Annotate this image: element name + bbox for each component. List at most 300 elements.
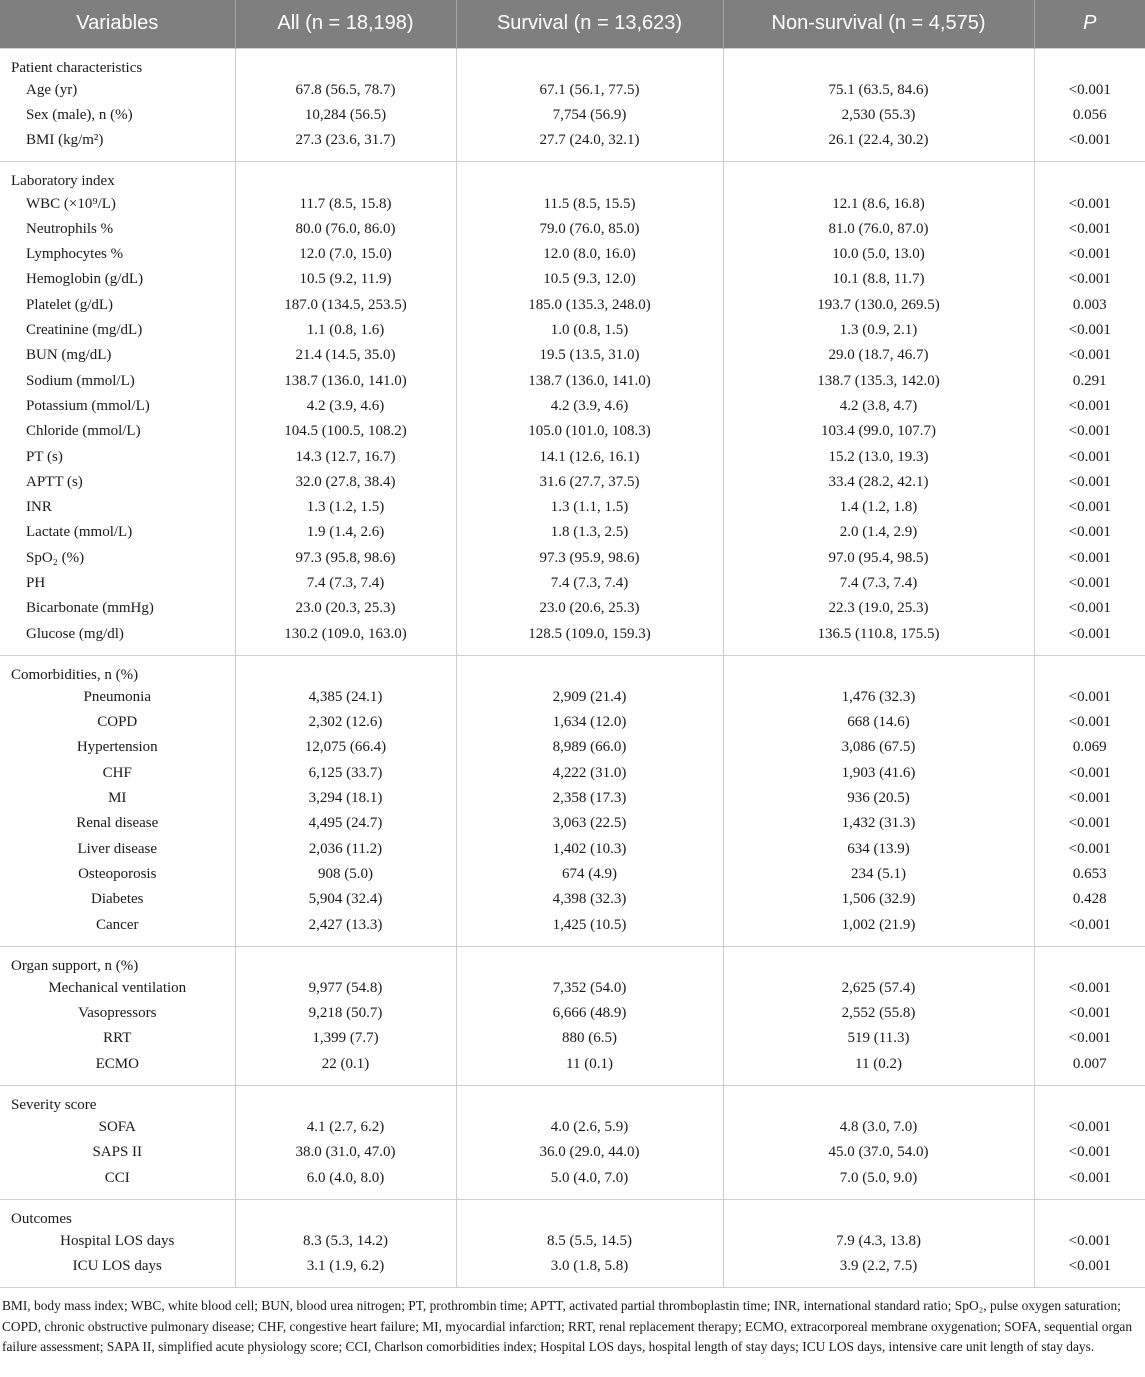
- value-all: 23.0 (20.3, 25.3): [235, 596, 456, 621]
- value-non-survival: 15.2 (13.0, 19.3): [723, 444, 1034, 469]
- value-survival: 79.0 (76.0, 85.0): [456, 217, 723, 242]
- value-non-survival: 136.5 (110.8, 175.5): [723, 621, 1034, 646]
- value-all: 8.3 (5.3, 14.2): [235, 1229, 456, 1254]
- table-row: [0, 786, 1145, 811]
- empty-cell: [723, 1279, 1034, 1288]
- table-row: [0, 1140, 1145, 1165]
- header-non-survival: Non-survival (n = 4,575): [723, 0, 1034, 48]
- value-all: 2,427 (13.3): [235, 912, 456, 937]
- section-title: Organ support, n (%): [0, 946, 235, 976]
- table-row: [0, 685, 1145, 710]
- value-all: 80.0 (76.0, 86.0): [235, 217, 456, 242]
- empty-cell: [235, 946, 456, 976]
- variable-label: Bicarbonate (mmHg): [26, 600, 154, 617]
- empty-cell: [1034, 153, 1145, 162]
- table-row: [0, 887, 1145, 912]
- value-all: 104.5 (100.5, 108.2): [235, 419, 456, 444]
- section-header-row: [0, 162, 1145, 192]
- value-survival: 4,398 (32.3): [456, 887, 723, 912]
- variable-label: CHF: [102, 764, 132, 781]
- header-all: All (n = 18,198): [235, 0, 456, 48]
- value-non-survival: 45.0 (37.0, 54.0): [723, 1140, 1034, 1165]
- value-survival: 31.6 (27.7, 37.5): [456, 470, 723, 495]
- value-non-survival: 1,903 (41.6): [723, 761, 1034, 786]
- value-non-survival: 11 (0.2): [723, 1052, 1034, 1077]
- value-all: 7.4 (7.3, 7.4): [235, 571, 456, 596]
- empty-cell: [235, 48, 456, 78]
- variable-label: COPD: [97, 714, 138, 731]
- value-p: <0.001: [1034, 1165, 1145, 1190]
- section-header-row: [0, 655, 1145, 685]
- section-spacer: [0, 1077, 1145, 1086]
- variable-label: PT (s): [26, 448, 63, 465]
- section-title: Laboratory index: [0, 162, 235, 192]
- value-p: <0.001: [1034, 976, 1145, 1001]
- value-survival: 27.7 (24.0, 32.1): [456, 128, 723, 153]
- value-all: 187.0 (134.5, 253.5): [235, 293, 456, 318]
- value-survival: 1,634 (12.0): [456, 710, 723, 735]
- variable-label: Hypertension: [76, 739, 158, 756]
- variable-label: RRT: [103, 1030, 132, 1047]
- section-spacer: [0, 1191, 1145, 1200]
- value-p: <0.001: [1034, 495, 1145, 520]
- table-row: [0, 546, 1145, 571]
- value-non-survival: 3,086 (67.5): [723, 735, 1034, 760]
- table-row: [0, 293, 1145, 318]
- value-p: <0.001: [1034, 191, 1145, 216]
- value-p: <0.001: [1034, 78, 1145, 103]
- empty-cell: [1034, 946, 1145, 976]
- value-survival: 4,222 (31.0): [456, 761, 723, 786]
- empty-cell: [1034, 1191, 1145, 1200]
- value-survival: 128.5 (109.0, 159.3): [456, 621, 723, 646]
- value-all: 12,075 (66.4): [235, 735, 456, 760]
- value-p: <0.001: [1034, 318, 1145, 343]
- value-survival: 19.5 (13.5, 31.0): [456, 343, 723, 368]
- empty-cell: [0, 1191, 235, 1200]
- value-all: 908 (5.0): [235, 862, 456, 887]
- value-survival: 674 (4.9): [456, 862, 723, 887]
- value-p: <0.001: [1034, 267, 1145, 292]
- table-row: [0, 761, 1145, 786]
- value-all: 97.3 (95.8, 98.6): [235, 546, 456, 571]
- table-row: [0, 520, 1145, 545]
- value-p: <0.001: [1034, 786, 1145, 811]
- empty-cell: [456, 1077, 723, 1086]
- empty-cell: [1034, 1279, 1145, 1288]
- empty-cell: [456, 1199, 723, 1229]
- empty-cell: [0, 1279, 235, 1288]
- section-header-row: [0, 1085, 1145, 1115]
- value-p: <0.001: [1034, 912, 1145, 937]
- table-row: [0, 710, 1145, 735]
- value-non-survival: 4.8 (3.0, 7.0): [723, 1115, 1034, 1140]
- value-non-survival: 1,002 (21.9): [723, 912, 1034, 937]
- empty-cell: [723, 48, 1034, 78]
- empty-cell: [1034, 162, 1145, 192]
- empty-cell: [456, 48, 723, 78]
- value-survival: 3.0 (1.8, 5.8): [456, 1254, 723, 1279]
- value-p: <0.001: [1034, 811, 1145, 836]
- value-p: 0.069: [1034, 735, 1145, 760]
- table-row: [0, 1229, 1145, 1254]
- variable-label: ECMO: [95, 1055, 139, 1072]
- variable-label: Sodium (mmol/L): [26, 372, 135, 389]
- table-row: [0, 394, 1145, 419]
- empty-cell: [235, 1199, 456, 1229]
- table-body: [0, 48, 1145, 1288]
- table-row: [0, 495, 1145, 520]
- value-all: 5,904 (32.4): [235, 887, 456, 912]
- value-all: 1.1 (0.8, 1.6): [235, 318, 456, 343]
- value-non-survival: 1,432 (31.3): [723, 811, 1034, 836]
- value-survival: 1,402 (10.3): [456, 837, 723, 862]
- variable-label: Neutrophils %: [26, 220, 114, 237]
- value-survival: 1.3 (1.1, 1.5): [456, 495, 723, 520]
- value-p: <0.001: [1034, 470, 1145, 495]
- variable-label: Mechanical ventilation: [48, 979, 187, 996]
- value-p: <0.001: [1034, 1140, 1145, 1165]
- variable-label: SOFA: [98, 1119, 136, 1136]
- value-non-survival: 936 (20.5): [723, 786, 1034, 811]
- variable-label: Creatinine (mg/dL): [26, 322, 143, 339]
- value-p: <0.001: [1034, 596, 1145, 621]
- value-survival: 8.5 (5.5, 14.5): [456, 1229, 723, 1254]
- table-row: [0, 1165, 1145, 1190]
- empty-cell: [723, 1191, 1034, 1200]
- variable-label: Chloride (mmol/L): [26, 423, 141, 440]
- value-all: 11.7 (8.5, 15.8): [235, 191, 456, 216]
- value-all: 9,218 (50.7): [235, 1001, 456, 1026]
- table-row: [0, 912, 1145, 937]
- value-all: 4.2 (3.9, 4.6): [235, 394, 456, 419]
- table-footnote: BMI, body mass index; WBC, white blood cell; BUN, blood urea nitrogen; PT, prothrombin time; APTT, activated partial thromboplastin time; INR, international standard ratio; SpO₂, pulse oxygen saturation; COPD, chronic obstructive pulmonary disease; CHF, congestive heart failure; MI, myocardial infarction; RRT, renal replacement therapy; ECMO, extracorporeal membrane oxygenation; SOFA, sequential organ failure assessment; SAPA II, simplified acute physiology score; CCI, Charlson comorbidities index; Hospital LOS days, hospital length of stay days; ICU LOS days, intensive care unit length of stay days.: [2, 1298, 1133, 1354]
- variable-label: Pneumonia: [83, 688, 151, 705]
- table-row: [0, 1052, 1145, 1077]
- table-row: [0, 242, 1145, 267]
- value-survival: 185.0 (135.3, 248.0): [456, 293, 723, 318]
- section-title: Patient characteristics: [0, 48, 235, 78]
- variable-label: SpO₂ (%): [26, 549, 85, 566]
- value-survival: 138.7 (136.0, 141.0): [456, 368, 723, 393]
- value-all: 2,036 (11.2): [235, 837, 456, 862]
- empty-cell: [1034, 1085, 1145, 1115]
- section-spacer: [0, 647, 1145, 656]
- value-p: <0.001: [1034, 710, 1145, 735]
- value-p: 0.653: [1034, 862, 1145, 887]
- empty-cell: [235, 647, 456, 656]
- value-non-survival: 10.1 (8.8, 11.7): [723, 267, 1034, 292]
- value-all: 67.8 (56.5, 78.7): [235, 78, 456, 103]
- empty-cell: [1034, 1199, 1145, 1229]
- empty-cell: [456, 1279, 723, 1288]
- variable-label: Lymphocytes %: [26, 246, 124, 263]
- value-non-survival: 103.4 (99.0, 107.7): [723, 419, 1034, 444]
- empty-cell: [723, 1077, 1034, 1086]
- value-non-survival: 234 (5.1): [723, 862, 1034, 887]
- value-non-survival: 29.0 (18.7, 46.7): [723, 343, 1034, 368]
- value-non-survival: 1,506 (32.9): [723, 887, 1034, 912]
- value-all: 21.4 (14.5, 35.0): [235, 343, 456, 368]
- empty-cell: [456, 1085, 723, 1115]
- value-all: 1,399 (7.7): [235, 1026, 456, 1051]
- table-row: [0, 419, 1145, 444]
- empty-cell: [235, 1279, 456, 1288]
- value-p: <0.001: [1034, 1229, 1145, 1254]
- value-all: 10.5 (9.2, 11.9): [235, 267, 456, 292]
- empty-cell: [235, 1191, 456, 1200]
- value-all: 1.3 (1.2, 1.5): [235, 495, 456, 520]
- section-spacer: [0, 1279, 1145, 1288]
- value-non-survival: 2,530 (55.3): [723, 103, 1034, 128]
- value-survival: 7.4 (7.3, 7.4): [456, 571, 723, 596]
- value-all: 3.1 (1.9, 6.2): [235, 1254, 456, 1279]
- value-all: 38.0 (31.0, 47.0): [235, 1140, 456, 1165]
- empty-cell: [0, 153, 235, 162]
- empty-cell: [1034, 647, 1145, 656]
- empty-cell: [0, 1077, 235, 1086]
- value-p: 0.007: [1034, 1052, 1145, 1077]
- value-p: <0.001: [1034, 343, 1145, 368]
- empty-cell: [235, 938, 456, 947]
- value-non-survival: 33.4 (28.2, 42.1): [723, 470, 1034, 495]
- value-non-survival: 81.0 (76.0, 87.0): [723, 217, 1034, 242]
- empty-cell: [456, 647, 723, 656]
- value-non-survival: 1.3 (0.9, 2.1): [723, 318, 1034, 343]
- variable-label: CCI: [104, 1169, 130, 1186]
- empty-cell: [456, 162, 723, 192]
- variable-label: BUN (mg/dL): [26, 347, 112, 364]
- value-p: 0.291: [1034, 368, 1145, 393]
- table-row: [0, 191, 1145, 216]
- value-p: <0.001: [1034, 621, 1145, 646]
- value-all: 4,385 (24.1): [235, 685, 456, 710]
- value-non-survival: 2,625 (57.4): [723, 976, 1034, 1001]
- table-row: [0, 1026, 1145, 1051]
- value-non-survival: 1,476 (32.3): [723, 685, 1034, 710]
- section-spacer: [0, 938, 1145, 947]
- value-p: <0.001: [1034, 444, 1145, 469]
- section-header-row: [0, 946, 1145, 976]
- empty-cell: [723, 655, 1034, 685]
- value-non-survival: 2.0 (1.4, 2.9): [723, 520, 1034, 545]
- empty-cell: [1034, 48, 1145, 78]
- value-p: <0.001: [1034, 1115, 1145, 1140]
- table-row: [0, 862, 1145, 887]
- value-all: 6,125 (33.7): [235, 761, 456, 786]
- empty-cell: [235, 1085, 456, 1115]
- value-p: <0.001: [1034, 837, 1145, 862]
- empty-cell: [0, 938, 235, 947]
- value-survival: 105.0 (101.0, 108.3): [456, 419, 723, 444]
- value-non-survival: 7.0 (5.0, 9.0): [723, 1165, 1034, 1190]
- value-all: 2,302 (12.6): [235, 710, 456, 735]
- variable-label: Glucose (mg/dl): [26, 625, 124, 642]
- section-spacer: [0, 153, 1145, 162]
- value-p: <0.001: [1034, 419, 1145, 444]
- table-row: [0, 444, 1145, 469]
- variable-label: MI: [108, 790, 127, 807]
- empty-cell: [723, 162, 1034, 192]
- variable-label: Hemoglobin (g/dL): [26, 271, 144, 288]
- empty-cell: [235, 1077, 456, 1086]
- table-row: [0, 1254, 1145, 1279]
- variable-label: Liver disease: [77, 840, 158, 857]
- section-header-row: [0, 1199, 1145, 1229]
- value-survival: 2,909 (21.4): [456, 685, 723, 710]
- variable-label: Renal disease: [76, 815, 159, 832]
- variable-label: Hospital LOS days: [60, 1232, 175, 1249]
- table-row: [0, 318, 1145, 343]
- table-row: [0, 1001, 1145, 1026]
- table-row: [0, 621, 1145, 646]
- value-survival: 2,358 (17.3): [456, 786, 723, 811]
- value-all: 3,294 (18.1): [235, 786, 456, 811]
- variable-label: Osteoporosis: [78, 865, 157, 882]
- value-p: <0.001: [1034, 128, 1145, 153]
- empty-cell: [456, 1191, 723, 1200]
- variable-label: Cancer: [96, 916, 139, 933]
- value-non-survival: 75.1 (63.5, 84.6): [723, 78, 1034, 103]
- empty-cell: [1034, 938, 1145, 947]
- variable-label: WBC (×10⁹/L): [26, 195, 116, 212]
- empty-cell: [0, 647, 235, 656]
- value-survival: 5.0 (4.0, 7.0): [456, 1165, 723, 1190]
- variable-label: Age (yr): [26, 81, 78, 98]
- empty-cell: [456, 655, 723, 685]
- empty-cell: [723, 946, 1034, 976]
- value-survival: 880 (6.5): [456, 1026, 723, 1051]
- table-row: [0, 976, 1145, 1001]
- value-non-survival: 2,552 (55.8): [723, 1001, 1034, 1026]
- empty-cell: [1034, 1077, 1145, 1086]
- value-all: 32.0 (27.8, 38.4): [235, 470, 456, 495]
- value-survival: 3,063 (22.5): [456, 811, 723, 836]
- table-row: [0, 470, 1145, 495]
- section-title: Outcomes: [0, 1199, 235, 1229]
- value-non-survival: 22.3 (19.0, 25.3): [723, 596, 1034, 621]
- variable-label: Diabetes: [91, 891, 144, 908]
- value-p: <0.001: [1034, 546, 1145, 571]
- variable-label: APTT (s): [26, 473, 83, 490]
- empty-cell: [1034, 655, 1145, 685]
- empty-cell: [456, 938, 723, 947]
- table-row: [0, 811, 1145, 836]
- value-all: 138.7 (136.0, 141.0): [235, 368, 456, 393]
- empty-cell: [456, 153, 723, 162]
- empty-cell: [456, 946, 723, 976]
- value-p: <0.001: [1034, 761, 1145, 786]
- section-title: Severity score: [0, 1085, 235, 1115]
- value-survival: 10.5 (9.3, 12.0): [456, 267, 723, 292]
- variable-label: Lactate (mmol/L): [26, 524, 133, 541]
- value-survival: 14.1 (12.6, 16.1): [456, 444, 723, 469]
- value-all: 14.3 (12.7, 16.7): [235, 444, 456, 469]
- value-p: <0.001: [1034, 217, 1145, 242]
- value-survival: 6,666 (48.9): [456, 1001, 723, 1026]
- value-p: <0.001: [1034, 242, 1145, 267]
- empty-cell: [723, 1199, 1034, 1229]
- header-p-value: P: [1034, 0, 1145, 48]
- value-survival: 12.0 (8.0, 16.0): [456, 242, 723, 267]
- value-non-survival: 4.2 (3.8, 4.7): [723, 394, 1034, 419]
- value-all: 22 (0.1): [235, 1052, 456, 1077]
- value-non-survival: 10.0 (5.0, 13.0): [723, 242, 1034, 267]
- variable-label: PH: [26, 574, 46, 591]
- value-non-survival: 97.0 (95.4, 98.5): [723, 546, 1034, 571]
- value-p: 0.003: [1034, 293, 1145, 318]
- variable-label: Sex (male), n (%): [26, 106, 133, 123]
- value-p: <0.001: [1034, 685, 1145, 710]
- table-row: [0, 103, 1145, 128]
- value-non-survival: 12.1 (8.6, 16.8): [723, 191, 1034, 216]
- value-non-survival: 519 (11.3): [723, 1026, 1034, 1051]
- empty-cell: [723, 647, 1034, 656]
- section-header-row: [0, 48, 1145, 78]
- header-survival: Survival (n = 13,623): [456, 0, 723, 48]
- empty-cell: [235, 153, 456, 162]
- header-row: [0, 0, 1145, 48]
- value-non-survival: 26.1 (22.4, 30.2): [723, 128, 1034, 153]
- table-row: [0, 596, 1145, 621]
- value-p: <0.001: [1034, 520, 1145, 545]
- table-row: [0, 571, 1145, 596]
- value-survival: 4.2 (3.9, 4.6): [456, 394, 723, 419]
- value-non-survival: 138.7 (135.3, 142.0): [723, 368, 1034, 393]
- value-survival: 97.3 (95.9, 98.6): [456, 546, 723, 571]
- empty-cell: [723, 1085, 1034, 1115]
- table-row: [0, 267, 1145, 292]
- table-row: [0, 78, 1145, 103]
- table-row: [0, 837, 1145, 862]
- table-row: [0, 343, 1145, 368]
- empty-cell: [723, 153, 1034, 162]
- value-survival: 23.0 (20.6, 25.3): [456, 596, 723, 621]
- value-all: 6.0 (4.0, 8.0): [235, 1165, 456, 1190]
- variable-label: Potassium (mmol/L): [26, 397, 150, 414]
- variable-label: ICU LOS days: [72, 1258, 162, 1275]
- value-survival: 1.8 (1.3, 2.5): [456, 520, 723, 545]
- variable-label: BMI (kg/m²): [26, 132, 104, 149]
- section-title: Comorbidities, n (%): [0, 655, 235, 685]
- value-all: 10,284 (56.5): [235, 103, 456, 128]
- value-survival: 1,425 (10.5): [456, 912, 723, 937]
- table-row: [0, 735, 1145, 760]
- value-non-survival: 7.4 (7.3, 7.4): [723, 571, 1034, 596]
- value-p: <0.001: [1034, 1001, 1145, 1026]
- value-p: <0.001: [1034, 394, 1145, 419]
- table-row: [0, 1115, 1145, 1140]
- value-non-survival: 3.9 (2.2, 7.5): [723, 1254, 1034, 1279]
- value-survival: 7,352 (54.0): [456, 976, 723, 1001]
- table-row: [0, 217, 1145, 242]
- value-all: 9,977 (54.8): [235, 976, 456, 1001]
- value-non-survival: 193.7 (130.0, 269.5): [723, 293, 1034, 318]
- value-non-survival: 7.9 (4.3, 13.8): [723, 1229, 1034, 1254]
- value-p: <0.001: [1034, 1026, 1145, 1051]
- value-p: <0.001: [1034, 571, 1145, 596]
- value-p: <0.001: [1034, 1254, 1145, 1279]
- value-all: 1.9 (1.4, 2.6): [235, 520, 456, 545]
- empty-cell: [723, 938, 1034, 947]
- value-survival: 67.1 (56.1, 77.5): [456, 78, 723, 103]
- value-survival: 1.0 (0.8, 1.5): [456, 318, 723, 343]
- value-survival: 11.5 (8.5, 15.5): [456, 191, 723, 216]
- value-non-survival: 634 (13.9): [723, 837, 1034, 862]
- header-variables: Variables: [76, 12, 159, 35]
- value-non-survival: 1.4 (1.2, 1.8): [723, 495, 1034, 520]
- table-row: [0, 368, 1145, 393]
